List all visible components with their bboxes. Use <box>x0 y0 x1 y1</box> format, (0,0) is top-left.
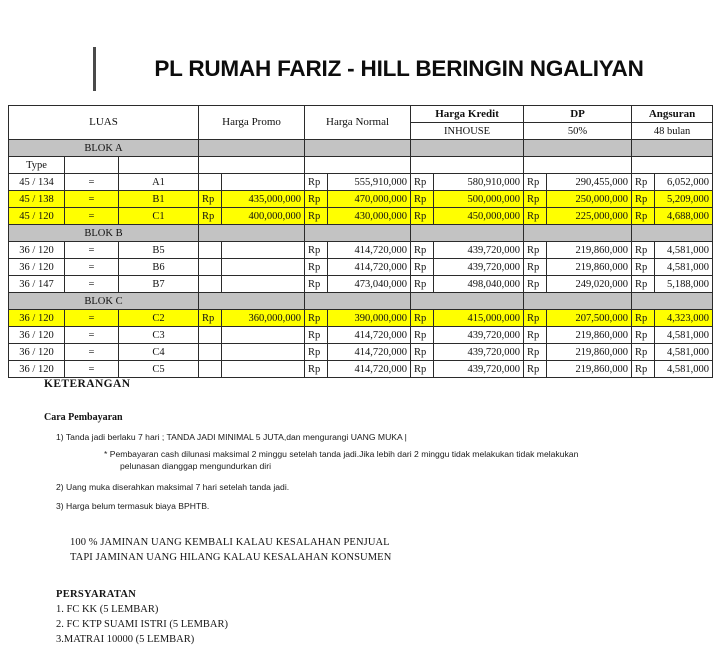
cell-currency-kredit: Rp <box>411 327 434 344</box>
cell-unit-code: B6 <box>119 259 199 276</box>
cell-currency-kredit: Rp <box>411 344 434 361</box>
type-row-blank <box>632 157 713 174</box>
cell-value-normal: 430,000,000 <box>328 208 411 225</box>
cell-currency-promo <box>199 242 222 259</box>
cell-value-promo <box>222 276 305 293</box>
block-band-cell <box>524 225 632 242</box>
cell-currency-kredit: Rp <box>411 242 434 259</box>
cell-currency-promo: Rp <box>199 191 222 208</box>
cell-currency-kredit: Rp <box>411 276 434 293</box>
cell-currency-angsuran: Rp <box>632 327 655 344</box>
cell-value-promo <box>222 242 305 259</box>
cell-currency-dp: Rp <box>524 276 547 293</box>
block-band-cell <box>305 293 411 310</box>
title-bar <box>0 46 720 92</box>
cell-type: 36 / 120 <box>9 310 65 327</box>
cell-value-angsuran: 4,581,000 <box>655 259 713 276</box>
cell-value-normal: 470,000,000 <box>328 191 411 208</box>
cell-value-normal: 414,720,000 <box>328 242 411 259</box>
cell-currency-dp: Rp <box>524 327 547 344</box>
cell-currency-angsuran: Rp <box>632 259 655 276</box>
cell-currency-normal: Rp <box>305 208 328 225</box>
cell-currency-promo <box>199 344 222 361</box>
cell-currency-angsuran: Rp <box>632 174 655 191</box>
cell-currency-dp: Rp <box>524 259 547 276</box>
cell-unit-code: C1 <box>119 208 199 225</box>
cell-value-normal: 390,000,000 <box>328 310 411 327</box>
block-band-cell <box>632 225 713 242</box>
block-label: BLOK C <box>9 293 199 310</box>
col-header-harga-kredit: Harga Kredit <box>411 106 524 123</box>
type-row-blank <box>305 157 411 174</box>
cell-currency-normal: Rp <box>305 242 328 259</box>
cell-value-normal: 414,720,000 <box>328 361 411 378</box>
cell-value-angsuran: 6,052,000 <box>655 174 713 191</box>
cell-value-angsuran: 4,581,000 <box>655 242 713 259</box>
block-band-cell <box>632 293 713 310</box>
notes-section <box>0 378 720 645</box>
cell-value-kredit: 439,720,000 <box>434 327 524 344</box>
cell-currency-kredit: Rp <box>411 208 434 225</box>
cell-type: 45 / 138 <box>9 191 65 208</box>
cell-type: 36 / 120 <box>9 242 65 259</box>
col-subheader-dp-percent: 50% <box>524 123 632 140</box>
col-header-harga-normal: Harga Normal <box>305 106 411 140</box>
cell-unit-code: B5 <box>119 242 199 259</box>
cell-value-kredit: 439,720,000 <box>434 259 524 276</box>
price-table-container <box>8 105 712 378</box>
table-head <box>9 106 713 140</box>
cell-value-promo: 435,000,000 <box>222 191 305 208</box>
cell-equals: = <box>65 259 119 276</box>
cell-value-kredit: 450,000,000 <box>434 208 524 225</box>
block-band-row <box>9 293 713 310</box>
cell-unit-code: B1 <box>119 191 199 208</box>
cell-value-dp: 225,000,000 <box>547 208 632 225</box>
cell-type: 36 / 120 <box>9 361 65 378</box>
cell-currency-kredit: Rp <box>411 310 434 327</box>
payment-note-3: 3) Harga belum termasuk biaya BPHTB. <box>56 501 210 511</box>
payment-note-2: 2) Uang muka diserahkan maksimal 7 hari setelah tanda jadi. <box>56 482 290 492</box>
cell-currency-dp: Rp <box>524 242 547 259</box>
cell-value-dp: 250,000,000 <box>547 191 632 208</box>
table-row <box>9 208 713 225</box>
cell-currency-normal: Rp <box>305 276 328 293</box>
cell-unit-code: C2 <box>119 310 199 327</box>
block-band-cell <box>199 225 305 242</box>
table-row <box>9 310 713 327</box>
price-table <box>8 105 713 378</box>
keterangan-title: KETERANGAN <box>44 378 131 390</box>
table-row <box>9 361 713 378</box>
block-band-cell <box>524 140 632 157</box>
block-band-cell <box>524 293 632 310</box>
cell-type: 36 / 120 <box>9 344 65 361</box>
cell-value-angsuran: 4,581,000 <box>655 327 713 344</box>
cell-value-normal: 473,040,000 <box>328 276 411 293</box>
table-row <box>9 327 713 344</box>
cell-value-dp: 290,455,000 <box>547 174 632 191</box>
persyaratan-item: 2. FC KTP SUAMI ISTRI (5 LEMBAR) <box>56 619 228 630</box>
cell-currency-normal: Rp <box>305 327 328 344</box>
cell-value-dp: 219,860,000 <box>547 327 632 344</box>
cell-currency-normal: Rp <box>305 344 328 361</box>
cell-currency-kredit: Rp <box>411 191 434 208</box>
payment-note-1: 1) Tanda jadi berlaku 7 hari ; TANDA JADI MINIMAL 5 JUTA,dan mengurangi UANG MUKA | <box>56 432 407 442</box>
page-title: PL RUMAH FARIZ - HILL BERINGIN NGALIYAN <box>154 56 644 81</box>
persyaratan-item: 3.MATRAI 10000 (5 LEMBAR) <box>56 634 195 645</box>
cell-value-angsuran: 5,209,000 <box>655 191 713 208</box>
cell-currency-angsuran: Rp <box>632 361 655 378</box>
cell-currency-promo: Rp <box>199 310 222 327</box>
type-row-blank <box>524 157 632 174</box>
cell-value-normal: 414,720,000 <box>328 327 411 344</box>
cell-value-dp: 219,860,000 <box>547 361 632 378</box>
cell-value-kredit: 498,040,000 <box>434 276 524 293</box>
cell-value-normal: 414,720,000 <box>328 344 411 361</box>
block-band-cell <box>411 225 524 242</box>
cell-currency-normal: Rp <box>305 174 328 191</box>
block-band-cell <box>305 140 411 157</box>
cell-currency-promo <box>199 276 222 293</box>
type-row-blank <box>65 157 119 174</box>
cell-value-angsuran: 4,323,000 <box>655 310 713 327</box>
cell-currency-dp: Rp <box>524 208 547 225</box>
cell-equals: = <box>65 191 119 208</box>
cell-currency-promo <box>199 327 222 344</box>
cell-value-normal: 414,720,000 <box>328 259 411 276</box>
cell-currency-angsuran: Rp <box>632 208 655 225</box>
type-label-row <box>9 157 713 174</box>
cell-unit-code: C5 <box>119 361 199 378</box>
cell-unit-code: C4 <box>119 344 199 361</box>
cara-pembayaran-title: Cara Pembayaran <box>44 412 123 423</box>
type-row-blank <box>199 157 305 174</box>
cell-value-promo <box>222 327 305 344</box>
payment-note-1-sub-a: * Pembayaran cash dilunasi maksimal 2 minggu setelah tanda jadi.Jika lebih dari 2 minggu tidak melakukan tidak melakukan <box>104 449 579 459</box>
cell-type: 45 / 134 <box>9 174 65 191</box>
block-band-cell <box>305 225 411 242</box>
type-row-blank <box>411 157 524 174</box>
cell-currency-promo <box>199 259 222 276</box>
cell-equals: = <box>65 310 119 327</box>
block-band-row <box>9 140 713 157</box>
type-row-blank <box>119 157 199 174</box>
cell-equals: = <box>65 344 119 361</box>
cell-currency-angsuran: Rp <box>632 191 655 208</box>
cell-value-dp: 219,860,000 <box>547 259 632 276</box>
block-band-cell <box>411 140 524 157</box>
cell-currency-angsuran: Rp <box>632 276 655 293</box>
block-label: BLOK A <box>9 140 199 157</box>
cell-equals: = <box>65 361 119 378</box>
cell-currency-dp: Rp <box>524 344 547 361</box>
cell-type: 36 / 147 <box>9 276 65 293</box>
cell-value-promo: 400,000,000 <box>222 208 305 225</box>
cell-currency-angsuran: Rp <box>632 310 655 327</box>
cell-currency-promo <box>199 174 222 191</box>
cell-currency-angsuran: Rp <box>632 344 655 361</box>
cell-currency-dp: Rp <box>524 191 547 208</box>
cell-value-normal: 555,910,000 <box>328 174 411 191</box>
cell-value-dp: 219,860,000 <box>547 242 632 259</box>
block-band-row <box>9 225 713 242</box>
cell-value-promo <box>222 344 305 361</box>
cell-unit-code: B7 <box>119 276 199 293</box>
cell-value-kredit: 415,000,000 <box>434 310 524 327</box>
cell-value-angsuran: 4,688,000 <box>655 208 713 225</box>
cell-currency-normal: Rp <box>305 191 328 208</box>
cell-equals: = <box>65 327 119 344</box>
cell-value-kredit: 439,720,000 <box>434 344 524 361</box>
persyaratan-list <box>0 604 720 645</box>
header-row-main <box>9 106 713 123</box>
col-header-harga-promo: Harga Promo <box>199 106 305 140</box>
guarantee-line-2: TAPI JAMINAN UANG HILANG KALAU KESALAHAN KONSUMEN <box>70 552 392 563</box>
cell-value-promo <box>222 174 305 191</box>
cell-value-kredit: 580,910,000 <box>434 174 524 191</box>
block-band-cell <box>632 140 713 157</box>
cell-value-promo: 360,000,000 <box>222 310 305 327</box>
type-label: Type <box>9 157 65 174</box>
cell-value-kredit: 439,720,000 <box>434 361 524 378</box>
cell-value-promo <box>222 259 305 276</box>
table-body <box>9 140 713 378</box>
cell-currency-angsuran: Rp <box>632 242 655 259</box>
cell-value-kredit: 439,720,000 <box>434 242 524 259</box>
cell-equals: = <box>65 242 119 259</box>
cell-equals: = <box>65 208 119 225</box>
block-band-cell <box>199 293 305 310</box>
cell-value-angsuran: 4,581,000 <box>655 361 713 378</box>
col-subheader-inhouse: INHOUSE <box>411 123 524 140</box>
cell-value-dp: 207,500,000 <box>547 310 632 327</box>
table-row <box>9 191 713 208</box>
table-row <box>9 276 713 293</box>
cell-type: 36 / 120 <box>9 327 65 344</box>
col-header-dp: DP <box>524 106 632 123</box>
cell-value-angsuran: 4,581,000 <box>655 344 713 361</box>
cell-value-promo <box>222 361 305 378</box>
persyaratan-item: 1. FC KK (5 LEMBAR) <box>56 604 159 615</box>
table-row <box>9 344 713 361</box>
col-subheader-tenor: 48 bulan <box>632 123 713 140</box>
cell-value-angsuran: 5,188,000 <box>655 276 713 293</box>
cell-value-dp: 219,860,000 <box>547 344 632 361</box>
cell-unit-code: C3 <box>119 327 199 344</box>
col-header-luas: LUAS <box>9 106 199 140</box>
cell-unit-code: A1 <box>119 174 199 191</box>
cell-currency-dp: Rp <box>524 174 547 191</box>
table-row <box>9 259 713 276</box>
cell-currency-kredit: Rp <box>411 361 434 378</box>
cell-type: 36 / 120 <box>9 259 65 276</box>
cell-value-dp: 249,020,000 <box>547 276 632 293</box>
cell-currency-kredit: Rp <box>411 259 434 276</box>
cell-currency-normal: Rp <box>305 361 328 378</box>
guarantee-line-1: 100 % JAMINAN UANG KEMBALI KALAU KESALAHAN PENJUAL <box>70 537 390 548</box>
cell-currency-normal: Rp <box>305 259 328 276</box>
block-band-cell <box>199 140 305 157</box>
payment-note-1-sub-b: pelunasan dianggap mengundurkan diri <box>120 461 271 471</box>
col-header-angsuran: Angsuran <box>632 106 713 123</box>
cell-currency-promo <box>199 361 222 378</box>
table-row <box>9 174 713 191</box>
cell-currency-dp: Rp <box>524 310 547 327</box>
cell-currency-normal: Rp <box>305 310 328 327</box>
persyaratan-title: PERSYARATAN <box>56 589 137 600</box>
cell-currency-promo: Rp <box>199 208 222 225</box>
cell-equals: = <box>65 276 119 293</box>
cell-currency-kredit: Rp <box>411 174 434 191</box>
block-label: BLOK B <box>9 225 199 242</box>
cell-type: 45 / 120 <box>9 208 65 225</box>
cell-value-kredit: 500,000,000 <box>434 191 524 208</box>
table-row <box>9 242 713 259</box>
cell-currency-dp: Rp <box>524 361 547 378</box>
cell-equals: = <box>65 174 119 191</box>
block-band-cell <box>411 293 524 310</box>
